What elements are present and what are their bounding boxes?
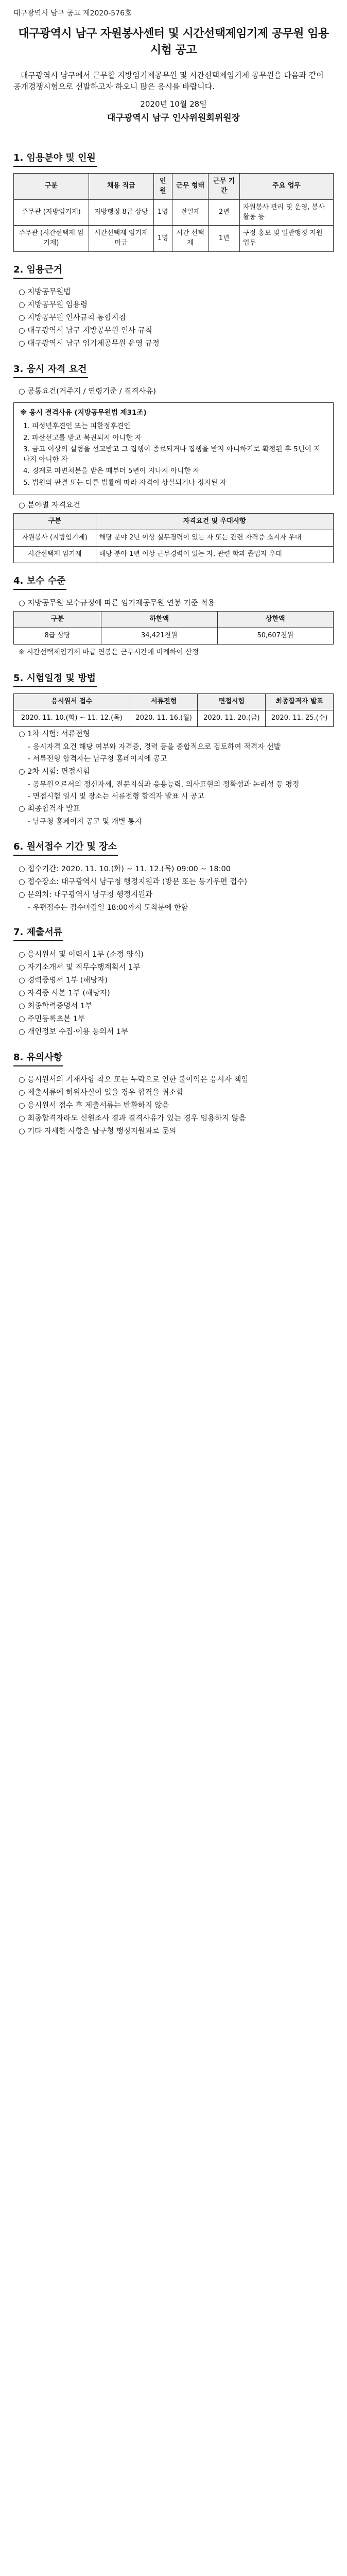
note: ※ 시간선택제임기제 마급 연봉은 근무시간에 비례하여 산정 (19, 648, 199, 656)
sub-item: - 응시자격 요건 해당 여부와 자격증, 경력 등을 종합적으로 검토하여 적격자 선발 (28, 743, 281, 752)
table-cell: 1년 (209, 226, 240, 252)
section-title-4: 4. 보수 수준 (13, 574, 66, 590)
issuer: 대구광역시 남구 인사위원회위원장 (107, 113, 240, 124)
box-line: 4. 징계로 파면처분을 받은 때부터 5년이 지나지 아니한 자 (23, 467, 200, 476)
section-title-2: 2. 임용근거 (13, 263, 63, 279)
list-item: ○ 지방공무원 보수규정에 따른 임기제공무원 연봉 기준 적용 (19, 599, 215, 607)
table-cell: 2년 (209, 199, 240, 226)
table-cell: 2020. 11. 20.(금) (198, 710, 266, 727)
table-cell: 자원봉사 (지방임기제) (14, 530, 96, 547)
sub-item: - 남구청 홈페이지 공고 및 개별 통지 (28, 818, 142, 826)
table-cell: 지방행정 8급 상당 (89, 199, 153, 226)
list-item: ○ 대구광역시 남구 지방공무원 인사 규칙 (19, 327, 152, 335)
section-title-1: 1. 임용분야 및 인원 (13, 151, 97, 167)
table-row (14, 710, 334, 727)
list-item: ○ 접수장소: 대구광역시 남구청 행정지원과 (방문 또는 등기우편 접수) (19, 877, 247, 886)
col-header: 근무 기간 (209, 174, 240, 200)
document-title: 대구광역시 남구 자원봉사센터 및 시간선택제임기제 공무원 임용시험 공고 (18, 27, 329, 57)
list-item: ○ 2차 시험: 면접시험 (19, 767, 90, 776)
list-item: ○ 문의처: 대구광역시 남구청 행정지원과 (19, 890, 153, 899)
box-line: 5. 법원의 판결 또는 다른 법률에 따라 자격이 상실되거나 정지된 자 (23, 478, 227, 487)
recruit-table (13, 173, 334, 252)
section-title-6: 6. 원서접수 기간 및 장소 (13, 840, 118, 856)
table-cell: 전일제 (172, 199, 209, 226)
col-header: 면접시험 (198, 694, 266, 710)
section-title-8: 8. 유의사항 (13, 1051, 63, 1066)
table-cell: 50,607천원 (217, 628, 333, 644)
col-header: 응시원서 접수 (14, 694, 130, 710)
notice-number: 대구광역시 남구 공고 제2020-576호 (13, 9, 132, 18)
table-row (14, 199, 334, 226)
schedule-table (13, 693, 334, 727)
table-row (14, 547, 334, 563)
list-item: ○ 접수기간: 2020. 11. 10.(화) ~ 11. 12.(목) 09:00 ~ 18:00 (19, 865, 231, 873)
sub-item: - 서류전형 합격자는 남구청 홈페이지에 공고 (28, 755, 167, 764)
table-row (14, 628, 334, 644)
list-item: ○ 최종합격자 발표 (19, 805, 80, 814)
list-item: ○ 최종학력증명서 1부 (19, 1002, 93, 1011)
list-item: ○ 제출서류에 허위사실이 있을 경우 합격을 취소함 (19, 1089, 184, 1097)
col-header: 채용 직급 (89, 174, 153, 200)
list-item: ○ 주민등록초본 1부 (19, 1015, 85, 1024)
list-item: ○ 지방공무원 임용령 (19, 301, 88, 310)
sub-item: - 공무원으로서의 정신자세, 전문지식과 응용능력, 의사표현의 정확성과 논리성 등 평정 (28, 780, 300, 789)
col-header: 하한액 (101, 612, 217, 628)
table-cell: 시간 선택제 (172, 226, 209, 252)
table-cell: 구정 홍보 및 일반행정 지원 업무 (239, 226, 333, 252)
col-header: 구분 (14, 174, 89, 200)
list-item: ○ 응시원서 접수 후 제출서류는 반환하지 않음 (19, 1101, 169, 1110)
table-row (14, 226, 334, 252)
table-cell: 2020. 11. 16.(월) (130, 710, 198, 727)
list-item: ○ 1차 시험: 서류전형 (19, 730, 90, 739)
box-title: ※ 응시 결격사유 (지방공무원법 제31조) (20, 409, 147, 417)
col-header: 상한액 (217, 612, 333, 628)
salary-table (13, 611, 334, 645)
list-item: ○ 자격증 사본 1부 (해당자) (19, 989, 110, 998)
table-cell: 자원봉사 관리 및 운영, 봉사활동 등 (239, 199, 333, 226)
list-item: ○ 지방공무원 인사규칙 통합지침 (19, 314, 126, 323)
list-item: ○ 최종합격자라도 신원조사 결과 결격사유가 있는 경우 임용하지 않음 (19, 1114, 246, 1123)
list-item: ○ 개인정보 수집·이용 동의서 1부 (19, 1028, 129, 1037)
col-header: 자격요건 및 우대사항 (96, 514, 333, 530)
col-header: 서류전형 (130, 694, 198, 710)
lead-paragraph: 대구광역시 남구에서 근무할 지방임기제공무원 및 시간선택제임기제 공무원을 다음과 같이 공개경쟁시험으로 선발하고자 하오니 많은 응시를 바랍니다. (13, 71, 324, 91)
table-cell: 주무관 (지방임기제) (14, 199, 89, 226)
list-item: ○ 대구광역시 남구 임기제공무원 운영 규정 (19, 340, 160, 348)
sub-item: - 우편접수는 접수마감일 18:00까지 도착분에 한함 (28, 903, 188, 912)
table-cell: 34,421천원 (101, 628, 217, 644)
list-item: ○ 경력증명서 1부 (해당자) (19, 976, 108, 985)
section-title-7: 7. 제출서류 (13, 926, 63, 941)
table-cell: 주무관 (시간선택제 임기제) (14, 226, 89, 252)
list-item: ○ 응시원서 및 이력서 1부 (소정 양식) (19, 951, 144, 959)
col-header: 인원 (153, 174, 172, 200)
box-line: 1. 피성년후견인 또는 피한정후견인 (23, 421, 131, 430)
col-header: 구분 (14, 514, 96, 530)
col-header: 근무 형태 (172, 174, 209, 200)
col-header: 최종합격자 발표 (266, 694, 334, 710)
list-item: ○ 응시원서의 기재사항 착오 또는 누락으로 인한 불이익은 응시자 책임 (19, 1076, 249, 1084)
list-item: ○ 분야별 자격요건 (19, 501, 80, 510)
box-line: 2. 파산선고를 받고 복권되지 아니한 자 (23, 433, 142, 442)
sub-item: - 면접시험 일시 및 장소는 서류전형 합격자 발표 시 공고 (28, 792, 204, 801)
list-item: ○ 지방공무원법 (19, 288, 71, 297)
table-cell: 해당 분야 1년 이상 근무경력이 있는 자, 관련 학과 졸업자 우대 (96, 547, 333, 563)
table-cell: 시간선택제 임기제 마급 (89, 226, 153, 252)
section-title-5: 5. 시험일정 및 방법 (13, 672, 97, 687)
list-item: ○ 기타 자세한 사항은 남구청 행정지원과로 문의 (19, 1127, 177, 1136)
col-header: 구분 (14, 612, 101, 628)
table-cell: 1명 (153, 199, 172, 226)
table-cell: 8급 상당 (14, 628, 101, 644)
table-cell: 1명 (153, 226, 172, 252)
qualification-table (13, 513, 334, 563)
table-cell: 시간선택제 임기제 (14, 547, 96, 563)
table-cell: 2020. 11. 25.(수) (266, 710, 334, 727)
col-header: 주요 업무 (239, 174, 333, 200)
table-row (14, 530, 334, 547)
table-cell: 2020. 11. 10.(화) ~ 11. 12.(목) (14, 710, 130, 727)
list-item: ○ 공통요건(거주지 / 연령기준 / 결격사유) (19, 387, 156, 396)
notice-date: 2020년 10월 28일 (140, 99, 207, 109)
list-item: ○ 자기소개서 및 직무수행계획서 1부 (19, 963, 141, 972)
table-cell: 해당 분야 2년 이상 실무경력이 있는 자 또는 관련 자격증 소지자 우대 (96, 530, 333, 547)
info-box (13, 402, 334, 495)
box-line: 3. 금고 이상의 실형을 선고받고 그 집행이 종료되거나 집행을 받지 아니하기로 확정된 후 5년이 지나지 아니한 자 (23, 445, 321, 464)
section-title-3: 3. 응시 자격 요건 (13, 363, 88, 378)
